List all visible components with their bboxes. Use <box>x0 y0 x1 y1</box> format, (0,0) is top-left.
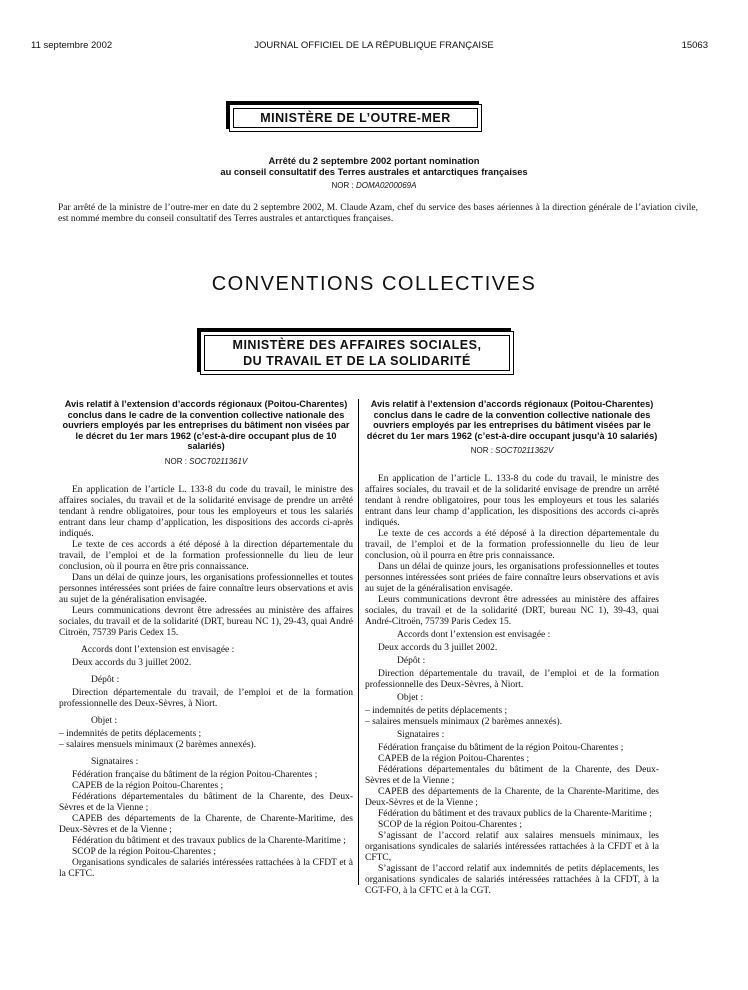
left-nor <box>59 456 353 467</box>
right-s5: Fédération du bâtiment et des travaux publics de la Charente-Maritime ; <box>378 809 652 819</box>
right-h-depot: Dépôt : <box>397 656 426 666</box>
journal-title: JOURNAL OFFICIEL DE LA RÉPUBLIQUE FRANÇAISE <box>254 40 494 51</box>
nor-code: SOCT0211361V <box>189 456 248 466</box>
right-objet2: – salaires mensuels minimaux (2 barèmes annexés). <box>365 717 563 727</box>
left-s7: Organisations syndicales de salariés intéressées rattachées à la CFDT et à la CFTC. <box>59 857 353 879</box>
right-s3: Fédérations départementales du bâtiment de la Charente, des Deux-Sèvres et de la Vienne ; <box>365 765 659 786</box>
ministry2-line2: DU TRAVAIL ET DE LA SOLIDARITÉ <box>243 354 471 368</box>
left-h-depot: Dépôt : <box>91 674 120 685</box>
ministry2-line1: MINISTÈRE DES AFFAIRES SOCIALES, <box>232 338 482 352</box>
right-s1: Fédération française du bâtiment de la région Poitou-Charentes ; <box>378 743 624 753</box>
nor-code: DOMA0200069A <box>355 181 417 190</box>
nor-label: NOR : <box>164 456 187 466</box>
left-depot: Direction départementale du travail, de l’emploi et de la formation professionnelle des Deux-Sèvres, à Niort. <box>59 687 353 709</box>
ministry-outre-mer-box <box>229 104 482 132</box>
right-p2: Le texte de ces accords a été déposé à la direction départementale du travail, de l’emploi et de la formation professionnelle du lieu de leur conclusion, où il pourra en être pris connaissance. <box>365 529 659 561</box>
right-title: Avis relatif à l’extension d’accords régionaux (Poitou-Charentes) conclus dans le cadre de la convention collective nationale des ouvriers employés par les entreprises du bâtiment visées par le décret du 1er mars 1962 (c’est-à-dire occupant jusqu’à 10 salariés) <box>366 399 658 441</box>
right-p1: En application de l’article L. 133-8 du code du travail, le ministre des affaires sociales, du travail et de la solidarité envisage de prendre un arrêté tendant à rendre obligatoires, pour tous les employeurs et tous les salariés entrant dans leur champ d’application, les dispositions des accords ci-après indiqués. <box>365 474 659 528</box>
page-number: 15063 <box>681 40 708 51</box>
right-s7: S’agissant de l’accord relatif aux salaires mensuels minimaux, les organisations syndicales de salariés intéressées rattachées à la CFDT et à la CFTC, <box>365 831 659 863</box>
left-p1: En application de l’article L. 133-8 du code du travail, le ministre des affaires sociales, du travail et de la solidarité envisage de prendre un arrêté tendant à rendre obligatoires, pour tous les employeurs et tous les salariés entrant dans leur champ d’application, les dispositions des accords ci-après indiqués. <box>59 484 353 539</box>
right-p4: Leurs communications devront être adressées au ministère des affaires sociales, du travail et de la solidarité (DRT, bureau NC 1), 39-43, quai André-Citroën, 75739 Paris Cedex 15. <box>365 595 659 627</box>
ministry-outre-mer-title: MINISTÈRE DE L’OUTRE-MER <box>233 108 478 128</box>
right-objet1: – indemnités de petits déplacements ; <box>365 706 508 716</box>
nor-code: SOCT0211362V <box>495 446 554 455</box>
left-s5: Fédération du bâtiment et des travaux publics de la Charente-Maritime ; <box>72 835 346 846</box>
left-h-accords: Accords dont l’extension est envisagée : <box>81 644 235 655</box>
column-divider <box>358 399 359 885</box>
arrete-body: Par arrêté de la ministre de l’outre-mer en date du 2 septembre 2002, M. Claude Azam, chef du service des bases aériennes à la direction générale de l’aviation civile, est nommé membre du conseil consultatif des Terres australes et antarctiques françaises. <box>58 203 698 224</box>
arrete-title-line1: Arrêté du 2 septembre 2002 portant nomination <box>268 155 480 166</box>
right-s2: CAPEB de la région Poitou-Charentes ; <box>378 754 530 764</box>
right-s4: CAPEB des départements de la Charente, de la Charente-Maritime, des Deux-Sèvres et de la Vienne ; <box>365 787 659 808</box>
right-p3: Dans un délai de quinze jours, les organisations professionnelles et toutes personnes intéressées sont priées de faire connaître leurs observations et avis au sujet de la généralisation envisagée. <box>365 562 659 594</box>
nor-label: NOR : <box>331 181 354 190</box>
nor-label: NOR : <box>470 446 493 455</box>
left-s4: CAPEB des départements de la Charente, de Charente-Maritime, des Deux-Sèvres et de la Vienne ; <box>59 813 353 835</box>
right-accords: Deux accords du 3 juillet 2002. <box>378 643 498 653</box>
left-p3: Dans un délai de quinze jours, les organisations professionnelles et toutes personnes intéressées sont priées de faire connaître leurs observations et avis au sujet de la généralisation envisagée. <box>59 572 353 605</box>
left-objet1: – indemnités de petits déplacements ; <box>59 728 202 739</box>
left-s3: Fédérations départementales du bâtiment de la Charente, des Deux-Sèvres et de la Vienne ; <box>59 791 353 813</box>
left-accords: Deux accords du 3 juillet 2002. <box>72 657 192 668</box>
left-objet2: – salaires mensuels minimaux (2 barèmes annexés). <box>59 739 257 750</box>
arrete-nor <box>0 181 748 190</box>
right-h-signataires: Signataires : <box>397 730 445 740</box>
left-title: Avis relatif à l’extension d’accords régionaux (Poitou-Charentes) conclus dans le cadre de la convention collective nationale des ouvriers employés par les entreprises du bâtiment non visées par le décret du 1er mars 1962 (c’est-à-dire occupant plus de 10 salariés) <box>62 399 350 451</box>
right-column <box>365 399 659 897</box>
left-h-objet: Objet : <box>91 715 118 726</box>
section-title: CONVENTIONS COLLECTIVES <box>211 273 537 295</box>
left-column <box>59 399 353 880</box>
right-h-objet: Objet : <box>397 693 424 703</box>
left-h-signataires: Signataires : <box>91 756 139 767</box>
right-s8: S’agissant de l’accord relatif aux indemnités de petits déplacements, les organisations syndicales de salariés intéressées rattachées à la CFDT, à la CGT-FO, à la CFTC et à la CGT. <box>365 864 659 896</box>
left-p4: Leurs communications devront être adressées au ministère des affaires sociales, du travail et de la solidarité (DRT, bureau NC 1), 29-43, quai André Citroën, 75739 Paris Cedex 15. <box>59 605 353 638</box>
header-date: 11 septembre 2002 <box>31 40 113 51</box>
left-s2: CAPEB de la région Poitou-Charentes ; <box>72 780 224 791</box>
left-s1: Fédération française du bâtiment de la région Poitou-Charentes ; <box>72 769 318 780</box>
right-s6: SCOP de la région Poitou-Charentes ; <box>378 820 522 830</box>
right-nor <box>365 445 659 456</box>
right-h-accords: Accords dont l’extension est envisagée : <box>397 630 551 640</box>
ministry-affaires-sociales-title <box>204 335 510 371</box>
ministry-affaires-sociales-box <box>200 331 514 375</box>
arrete-title-line2: au conseil consultatif des Terres australes et antarctiques françaises <box>220 166 528 177</box>
right-depot: Direction départementale du travail, de l’emploi et de la formation professionnelle des Deux-Sèvres, à Niort. <box>365 669 659 690</box>
left-s6: SCOP de la région Poitou-Charentes ; <box>72 846 216 857</box>
left-p2: Le texte de ces accords a été déposé à la direction départementale du travail, de l’emploi et de la formation professionnelle du lieu de leur conclusion, où il pourra en être pris connaissance. <box>59 539 353 572</box>
